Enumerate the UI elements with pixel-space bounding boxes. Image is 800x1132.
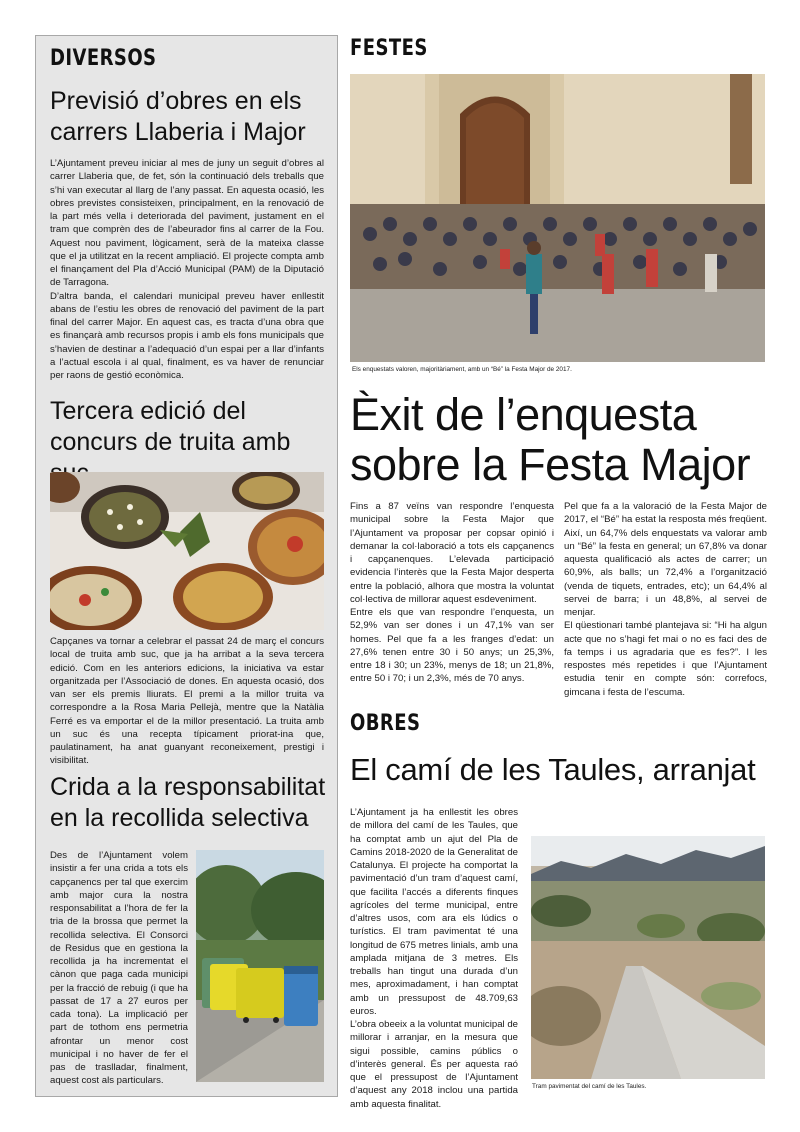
headline-cami-taules: El camí de les Taules, arranjat	[350, 752, 756, 787]
headline-exit-enquesta	[350, 390, 780, 490]
article-body-recollida	[50, 849, 188, 1088]
festa-major-photo	[350, 74, 765, 362]
paragraph: Entre els que van respondre l’enquesta, un 52,9% van ser dones i un 47,1% van ser homes. Pel que fa a les franges d’edat: un 27,6% tenen entre 30 i 50 anys; un 25,3%, entre 18 i 30; un 23%, menys de 18; un 21,8%, entre 50 i 70; i un 2,3%, més de 70 anys.	[350, 607, 554, 685]
article-title-recollida	[50, 772, 330, 834]
section-title-festes: FESTES	[350, 36, 428, 61]
title-line: carrers Llaberia i Major	[50, 118, 306, 146]
section-title-obres: OBRES	[350, 711, 421, 736]
enquesta-column-2	[564, 500, 767, 699]
title-line: Previsió d’obres en els	[50, 87, 302, 115]
headline-line: sobre la Festa Major	[350, 439, 751, 490]
article-title-obres-carrers	[50, 86, 330, 148]
cami-taules-photo	[531, 836, 765, 1079]
festa-photo-caption: Els enquestats valoren, majoritàriament, amb un “Bé” la Festa Major de 2017.	[352, 366, 572, 373]
cami-taules-body	[350, 806, 518, 1111]
headline-line: Èxit de l’enquesta	[350, 389, 697, 440]
article-body-truita	[50, 635, 324, 768]
paragraph: Pel que fa a la valoració de la Festa Major de 2017, el “Bé” ha estat la resposta més freqüent. Així, un 64,7% dels enquestats va valorar amb un “Bé” la festa en general; un 67,8% va donar aquesta qualificació als actes de carrer; un 60,9%, als balls; un 72,4% a l’organització (venda de tiquets, entrades, etc); un 64,4% al servei de barra; i un 48,8%, al servei de menjar.	[564, 501, 767, 618]
paragraph: L’Ajuntament ja ha enllestit les obres de millora del camí de les Taules, que ha comptat amb un ajut del Pla de Camins 2018-2020 de la Generalitat de Catalunya. El projecte ha comportat la pavimentació d’un tram d’aquest camí, que facilita l’accés a diferents finques agrícoles del terme municipal, entre d’altres usos, com ara els lúdics o turístics. El tram pavimentat té una longitud de 675 metres linials, amb una amplada mitjana de 3 metres. Els treballs han tingut una durada d’un mes, aproximadament, i han comptat amb un pressupost de 48.709,63 euros.	[350, 807, 518, 1017]
paragraph: Fins a 87 veïns van respondre l’enquesta municipal sobre la Festa Major que l’Ajuntament va proposar per copsar opinió i demanar la col·laboració a tots els capçanencs i capçanenques. L’elevada participació evidencia l’interès que la Festa Major desperta entre la població, alhora que mostra la voluntat col·lectiva de millorar aquest esdeveniment.	[350, 501, 554, 605]
title-line: Crida a la responsabilitat	[50, 773, 326, 801]
enquesta-column-1	[350, 500, 554, 686]
containers-photo	[196, 850, 324, 1082]
paragraph: L’Ajuntament preveu iniciar al mes de juny un seguit d’obres al carrer Llaberia que, de fet, són la continuació dels treballs que s’hi van executar al llarg de l’any passat. En aquesta ocasió, les obres previstes consisteixen, principalment, en la renovació de la part més vella i deteriorada del paviment, justament en el tram que comprèn des de l’abeurador fins al carrer de la Fou. Aquest nou paviment, lògicament, serà de la mateixa classe que el ja utilitzat en la recent ampliació. El projecte compta amb el finançament del Pla d’Acció Municipal (PAM) de la Diputació de Tarragona.	[50, 158, 324, 289]
title-line: en la recollida selectiva	[50, 804, 309, 832]
title-line: concurs de truita amb	[50, 428, 291, 456]
title-line: Tercera edició del	[50, 397, 246, 425]
cami-photo-caption: Tram pavimentat del camí de les Taules.	[532, 1083, 647, 1090]
truita-photo	[50, 472, 324, 630]
paragraph: D’altra banda, el calendari municipal preveu haver enllestit abans de l’estiu les obres de renovació del paviment de la part final del carrer Major. En aquest cas, es tracta d’una obra que es finançarà amb recursos propis i amb els fons municipals que s’havien de destinar a l’adequació d’un espai per a llar d’infants a l’actual escola i al qual, finalment, es va haver de renunciar per raons de gestió econòmica.	[50, 290, 324, 381]
paragraph: Capçanes va tornar a celebrar el passat 24 de març el concurs local de truita amb suc, que ja ha arribat a la seva tercera edició. Com en les anteriors edicions, la iniciativa va estar organitzada per l’Associació de dones. En aquesta ocasió, dos van ser els premis lliurats. El premi a la millor truita va correspondre a la Rosa Maria Pellejà, mentre que la Natàlia Ferré es va emportar el de la millor presentació. La truita amb un suc és una recepta típicament priorat-ina que, paulatinament, ha anat guanyant reconeixement, prestigi i visibilitat.	[50, 636, 324, 767]
section-title-diversos: DIVERSOS	[50, 46, 157, 71]
paragraph: Des de l’Ajuntament volem insistir a fer una crida a tots els capçanencs per tal que exercim amb major cura la nostra responsabilitat a l’hora de fer la tria de la brossa que permet la recollida selectiva. El Consorci de Residus que en gestiona la recollida ja ha incrementat el cànon que paga cada municipi per la fracció de rebuig (i que ha passat de 17 a 27 euros per cada tona). La implicació per part de tothom ens permetria afrontar un menor cost municipal i no haver de fer el pas de traslladar, finalment, aquest cost als particulars.	[50, 850, 188, 1087]
paragraph: El qüestionari també plantejava si: “Hi ha algun acte que no s’hagi fet mai o no es faci des de fa temps i us agradaria que es fes?”. I les respostes més repetides i que l’Ajuntament estudia tenir en compte són: correfocs, gimcana i festa de l’escuma.	[564, 620, 767, 698]
paragraph: L’obra obeeix a la voluntat municipal de millorar i arranjar, en la mesura que sigui possible, camins públics o d’interès general. És per aquesta raó que el pressupost de l’Ajuntament d’aquest any 2018 inclou una partida amb aquesta finalitat.	[350, 1019, 519, 1110]
article-body-obres-carrers	[50, 157, 324, 382]
